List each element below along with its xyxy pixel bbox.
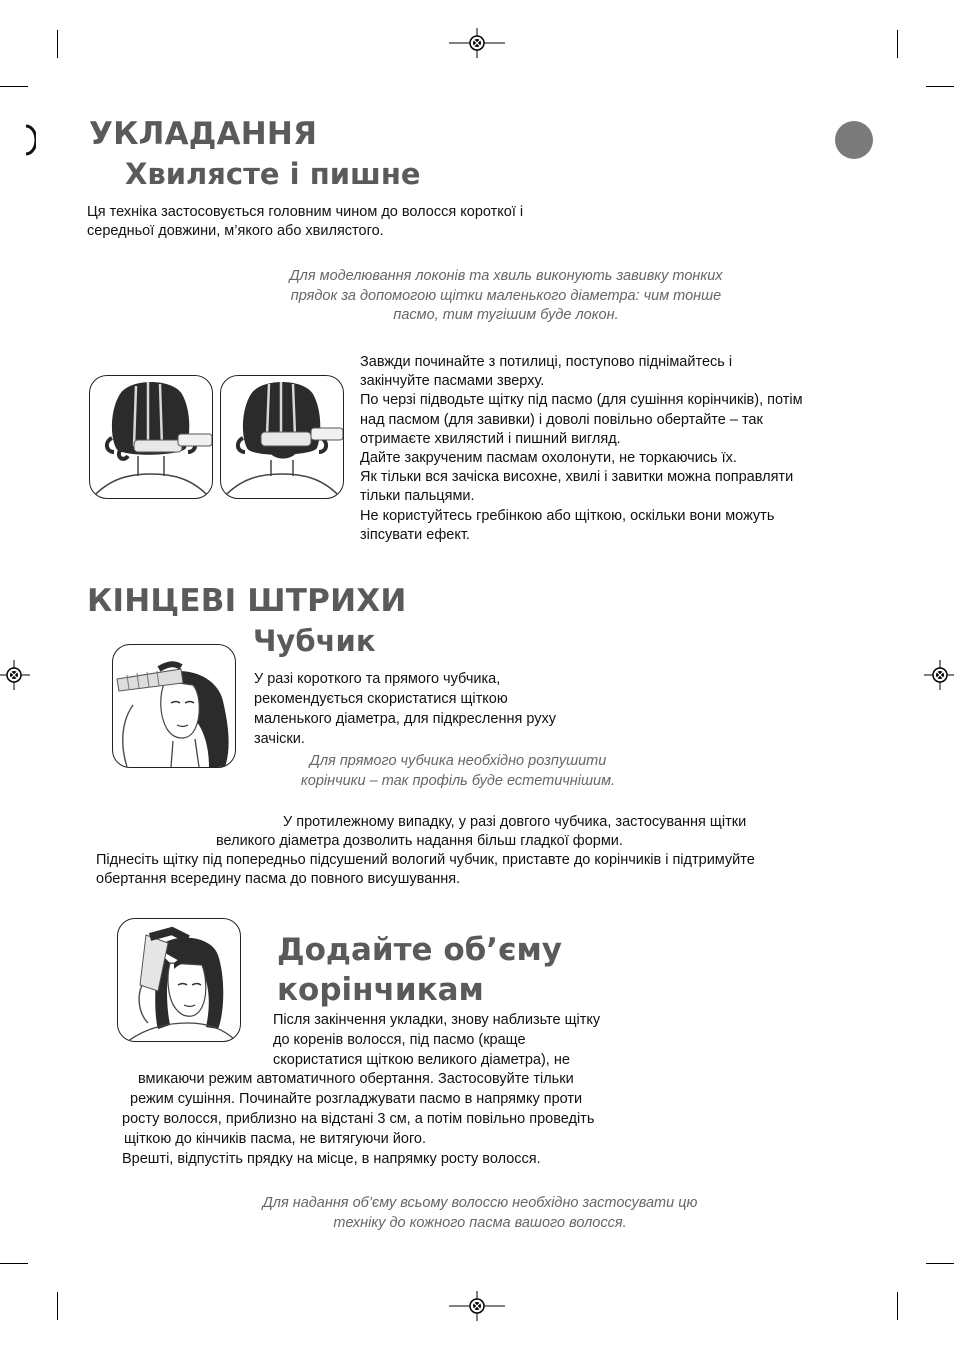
section-title-finishing: КІНЦЕВІ ШТРИХИ [87,583,407,619]
registration-mark-icon [0,660,30,690]
section-title-styling: УКЛАДАННЯ [89,116,318,152]
hair-illustration-back-1 [89,375,213,499]
hair-illustration-back-2 [220,375,344,499]
tip-curls: Для моделювання локонів та хвиль виконують завивку тонких прядок за допомогою щітки маленького діаметра: чим тонше пасмо, тим тугішим буде локон. [289,268,723,323]
tip-fringe: Для прямого чубчика необхідно розпушити корінчики – так профіль буде естетичнішим. [300,753,616,789]
intro-paragraph: Ця техніка застосовується головним чином до волосся короткої і середньої довжини, м’якого або хвилястого. [87,204,524,240]
registration-mark-icon [449,1291,505,1321]
hair-illustration-fringe [112,644,236,768]
volume-paragraph: Після закінчення укладки, знову наблизьте щітку до коренів волосся, під пасмо (краще скористатися щіткою великого діаметра), не вмикаючи режим автоматичного обертання. Застосовуйте тільки режим сушіння. Починайте розгладжувати пасмо в напрямку проти росту волосся, приблизно на відстані 3 см, а потім повільно проведіть щіткою до кінчиків пасма, не витягуючи його. Врешті, відпустіть прядку на місце, в напрямку росту волосся. [122,1012,601,1167]
section-subtitle-wavy: Хвилясте і пишне [125,157,421,191]
registration-mark-icon [449,28,505,58]
registration-mark-icon [924,660,954,690]
page-tab-half-circle-icon [22,124,36,156]
page-tab-circle-icon [835,121,873,159]
fringe-paragraph-2: У протилежному випадку, у разі довгого чубчика, застосування щітки великого діаметра дозволить надання більш гладкої форми. Піднесіть щітку під попередньо підсушений вологий чубчик, приставте до корінчиків і підтримуйте обертання всередину пасма до повного висушування. [96,814,755,887]
styling-steps: Завжди починайте з потилиці, поступово піднімайтесь і закінчуйте пасмами зверху. По черзі підводьте щітку під пасмо (для сушіння корінчиків), потім над пасмом (для завивки) і доволі повільно обертайте – так отримаєте хвилястий і пишний вигляд. Дайте закрученим пасмам охолонути, не торкаючись їх. Як тільки вся зачіска висохне, хвилі і завитки можна поправляти тільки пальцями. Не користуйтесь гребінкою або щіткою, оскільки вони можуть зіпсувати ефект. [360,354,803,543]
fringe-paragraph-1: У разі короткого та прямого чубчика, рекомендується скористатися щіткою маленького діаметра, для підкреслення руху зачіски. [254,671,557,747]
section-subtitle-fringe: Чубчик [253,624,376,658]
tip-volume: Для надання об’єму всьому волоссю необхідно застосувати цю техніку до кожного пасма вашого волосся. [262,1195,698,1231]
section-title-volume: Додайте об’єму корінчикам [277,932,563,1008]
